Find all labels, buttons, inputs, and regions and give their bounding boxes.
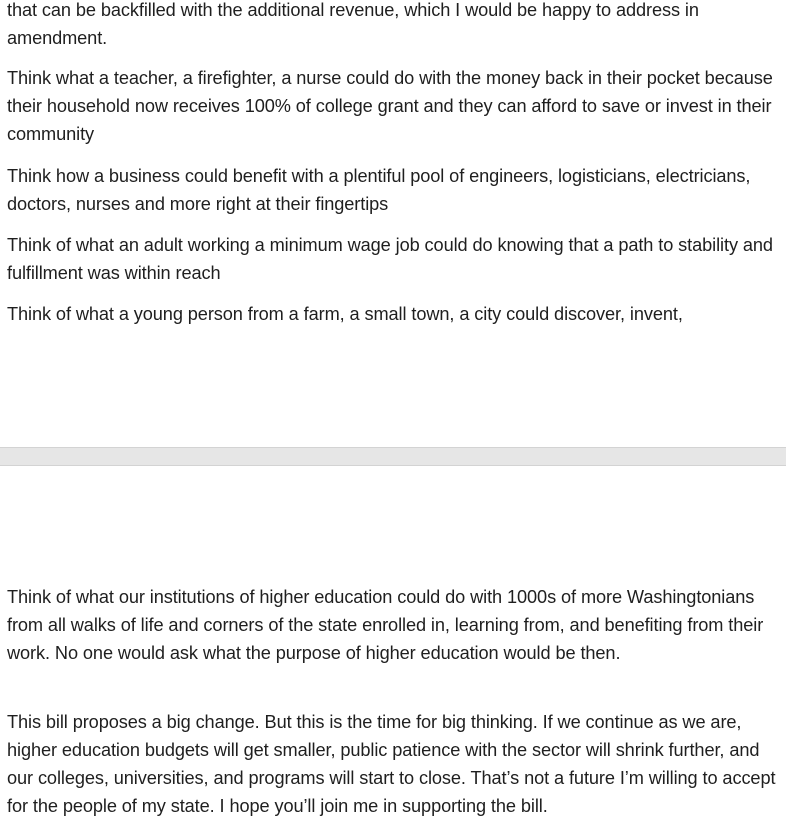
paragraph-big-change: This bill proposes a big change. But this is the time for big thinking. If we continue as we are, higher education budgets will get smaller, public patience with the sector will shrink further, and our colleges, universities, and programs will start to close. That’s not a future I’m willing to accept for the people of my state. I hope you’ll join me in supporting the bill.	[7, 712, 776, 816]
paragraph-teacher: Think what a teacher, a firefighter, a nurse could do with the money back in their pocket because their household now receives 100% of college grant and they can afford to save or invest in their community	[7, 68, 773, 144]
paragraph-young-person: Think of what a young person from a farm, a small town, a city could discover, invent,	[7, 304, 683, 324]
page-break-gap	[0, 447, 786, 466]
paragraph-business: Think how a business could benefit with a plentiful pool of engineers, logisticians, electricians, doctors, nurses and more right at their fingertips	[7, 166, 751, 214]
paragraph-backfill: that can be backfilled with the additional revenue, which I would be happy to address in amendment.	[7, 0, 699, 48]
paragraph-institutions: Think of what our institutions of higher education could do with 1000s of more Washingtonians from all walks of life and corners of the state enrolled in, learning from, and benefiting from their work. No one would ask what the purpose of higher education would be then.	[7, 587, 764, 663]
document-page-bottom	[0, 467, 786, 827]
paragraph-adult-worker: Think of what an adult working a minimum wage job could do knowing that a path to stability and fulfillment was within reach	[7, 235, 773, 283]
